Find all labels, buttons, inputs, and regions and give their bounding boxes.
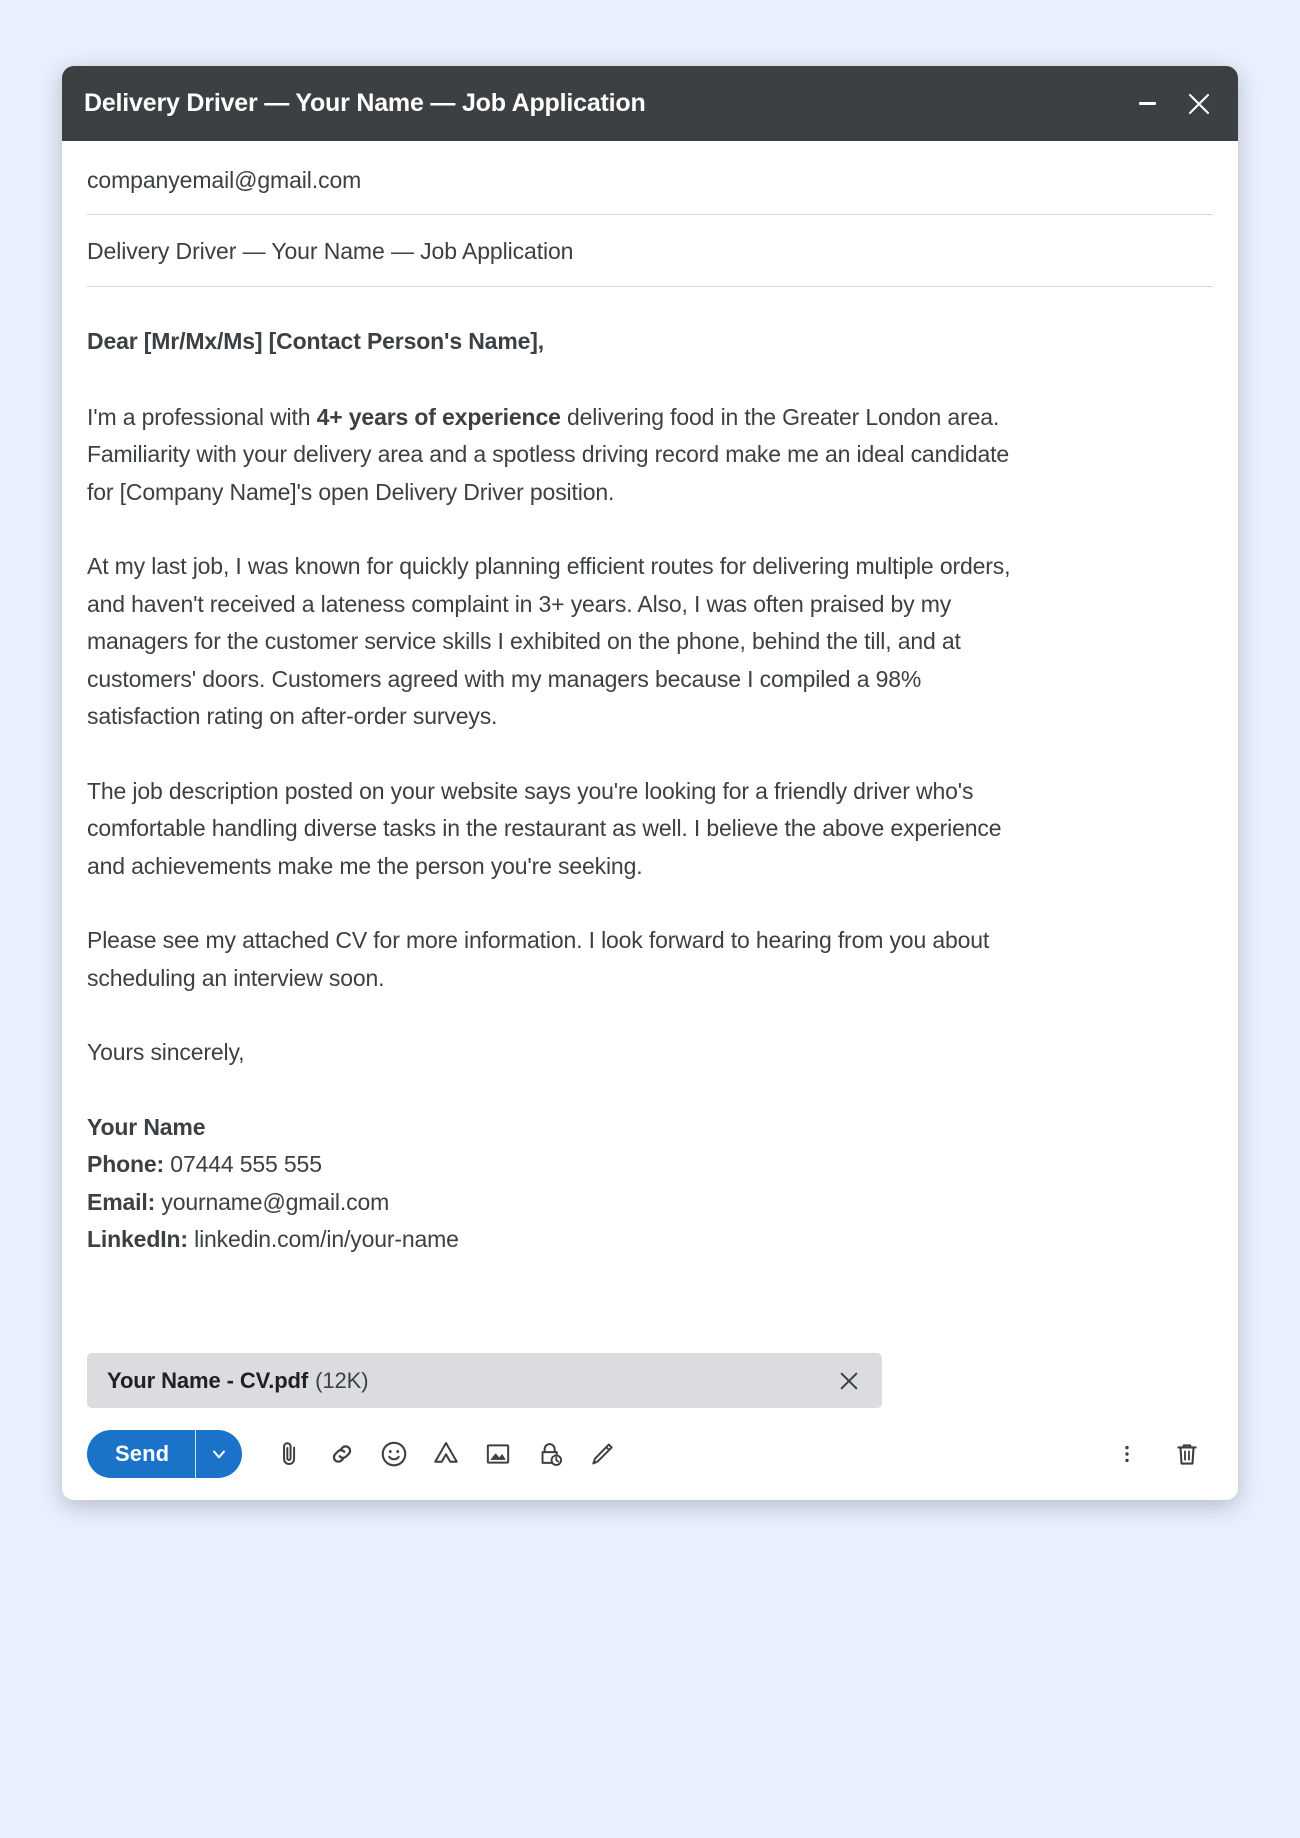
discard-draft-button[interactable] [1164,1431,1210,1477]
signature-email-label: Email: [87,1188,156,1215]
body-greeting: Dear [Mr/Mx/Ms] [Contact Person's Name], [87,328,545,354]
recipient-input[interactable]: companyemail@gmail.com [87,167,362,193]
insert-emoji-button[interactable] [371,1431,417,1477]
compose-title: Delivery Driver — Your Name — Job Application [84,89,646,117]
confidential-mode-button[interactable] [527,1431,573,1477]
insert-photo-button[interactable] [475,1431,521,1477]
body-paragraph-2: At my last job, I was known for quickly planning efficient routes for delivering multiple orders, and haven't received a lateness complaint in 3+ years. Also, I was often praised by my managers for the customer service skills I exhibited on the phone, behind the till, and at customers' doors. Customers agreed with my managers because I compiled a 98% satisfaction rating on after-order surveys. [87,553,1011,729]
close-button[interactable] [1182,87,1216,121]
signature-phone-value: 07444 555 555 [170,1151,322,1177]
compose-titlebar[interactable] [62,66,1238,141]
subject-field-row[interactable] [87,215,1213,287]
body-paragraph-4: Please see my attached CV for more information. I look forward to hearing from you about scheduling an interview soon. [87,927,990,991]
chevron-down-icon [209,1444,229,1464]
insert-signature-icon [588,1440,616,1468]
attachment-area [62,1331,1238,1408]
signature-email-line [87,1184,1032,1222]
insert-signature-button[interactable] [579,1431,625,1477]
trash-icon [1173,1440,1201,1468]
close-icon [838,1370,860,1392]
send-button-group[interactable] [87,1430,242,1478]
subject-input[interactable]: Delivery Driver — Your Name — Job Application [87,238,574,264]
signature-block [87,1109,1032,1259]
minimize-button[interactable] [1130,87,1164,121]
insert-emoji-icon [379,1439,409,1469]
send-options-button[interactable] [196,1430,242,1478]
recipient-field-row[interactable] [87,141,1213,215]
send-divider [195,1430,196,1478]
confidential-mode-icon [536,1440,564,1468]
signature-linkedin-line [87,1221,1032,1259]
google-drive-icon [431,1439,461,1469]
attachment-chip[interactable] [87,1353,882,1408]
attach-file-icon [276,1440,304,1468]
google-drive-button[interactable] [423,1431,469,1477]
toolbar-right-group [1101,1431,1213,1477]
insert-link-button[interactable] [319,1431,365,1477]
titlebar-actions [1130,87,1216,121]
attach-file-button[interactable] [267,1431,313,1477]
signature-email-value: yourname@gmail.com [161,1188,390,1215]
insert-photo-icon [484,1440,512,1468]
body-paragraph-3: The job description posted on your website says you're looking for a friendly driver who's comfortable handling diverse tasks in the restaurant as well. I believe the above experience and achievements make me the person you're seeking. [87,777,1002,879]
signature-name: Your Name [87,1113,206,1140]
signature-phone-label: Phone: [87,1151,165,1177]
more-options-button[interactable] [1104,1431,1150,1477]
signature-phone-line [87,1146,1032,1184]
message-body[interactable] [62,287,1238,1331]
body-signoff: Yours sincerely, [87,1039,245,1065]
signature-linkedin-label: LinkedIn: [87,1226,188,1252]
body-paragraph-1 [87,399,1032,512]
close-icon [1187,92,1211,116]
compose-toolbar [62,1408,1238,1500]
signature-linkedin-value: linkedin.com/in/your-name [194,1226,459,1252]
attachment-filename: Your Name - CV.pdf [107,1367,309,1393]
more-vertical-icon [1115,1442,1139,1466]
minimize-icon [1139,102,1156,105]
p1-part-b: delivering food in the Greater London area. Familiarity with your delivery area and a spotless driving record make me an ideal candidate for [Company Name]'s open Delivery Driver position. [87,403,1009,505]
p1-highlight: 4+ years of experience [316,403,561,430]
send-button[interactable]: Send [115,1441,170,1466]
p1-part-a: I'm a professional with [87,403,317,430]
attachment-remove-button[interactable] [832,1364,866,1398]
compose-window [62,66,1238,1500]
attachment-size: (12K) [315,1367,369,1393]
insert-link-icon [327,1439,357,1469]
